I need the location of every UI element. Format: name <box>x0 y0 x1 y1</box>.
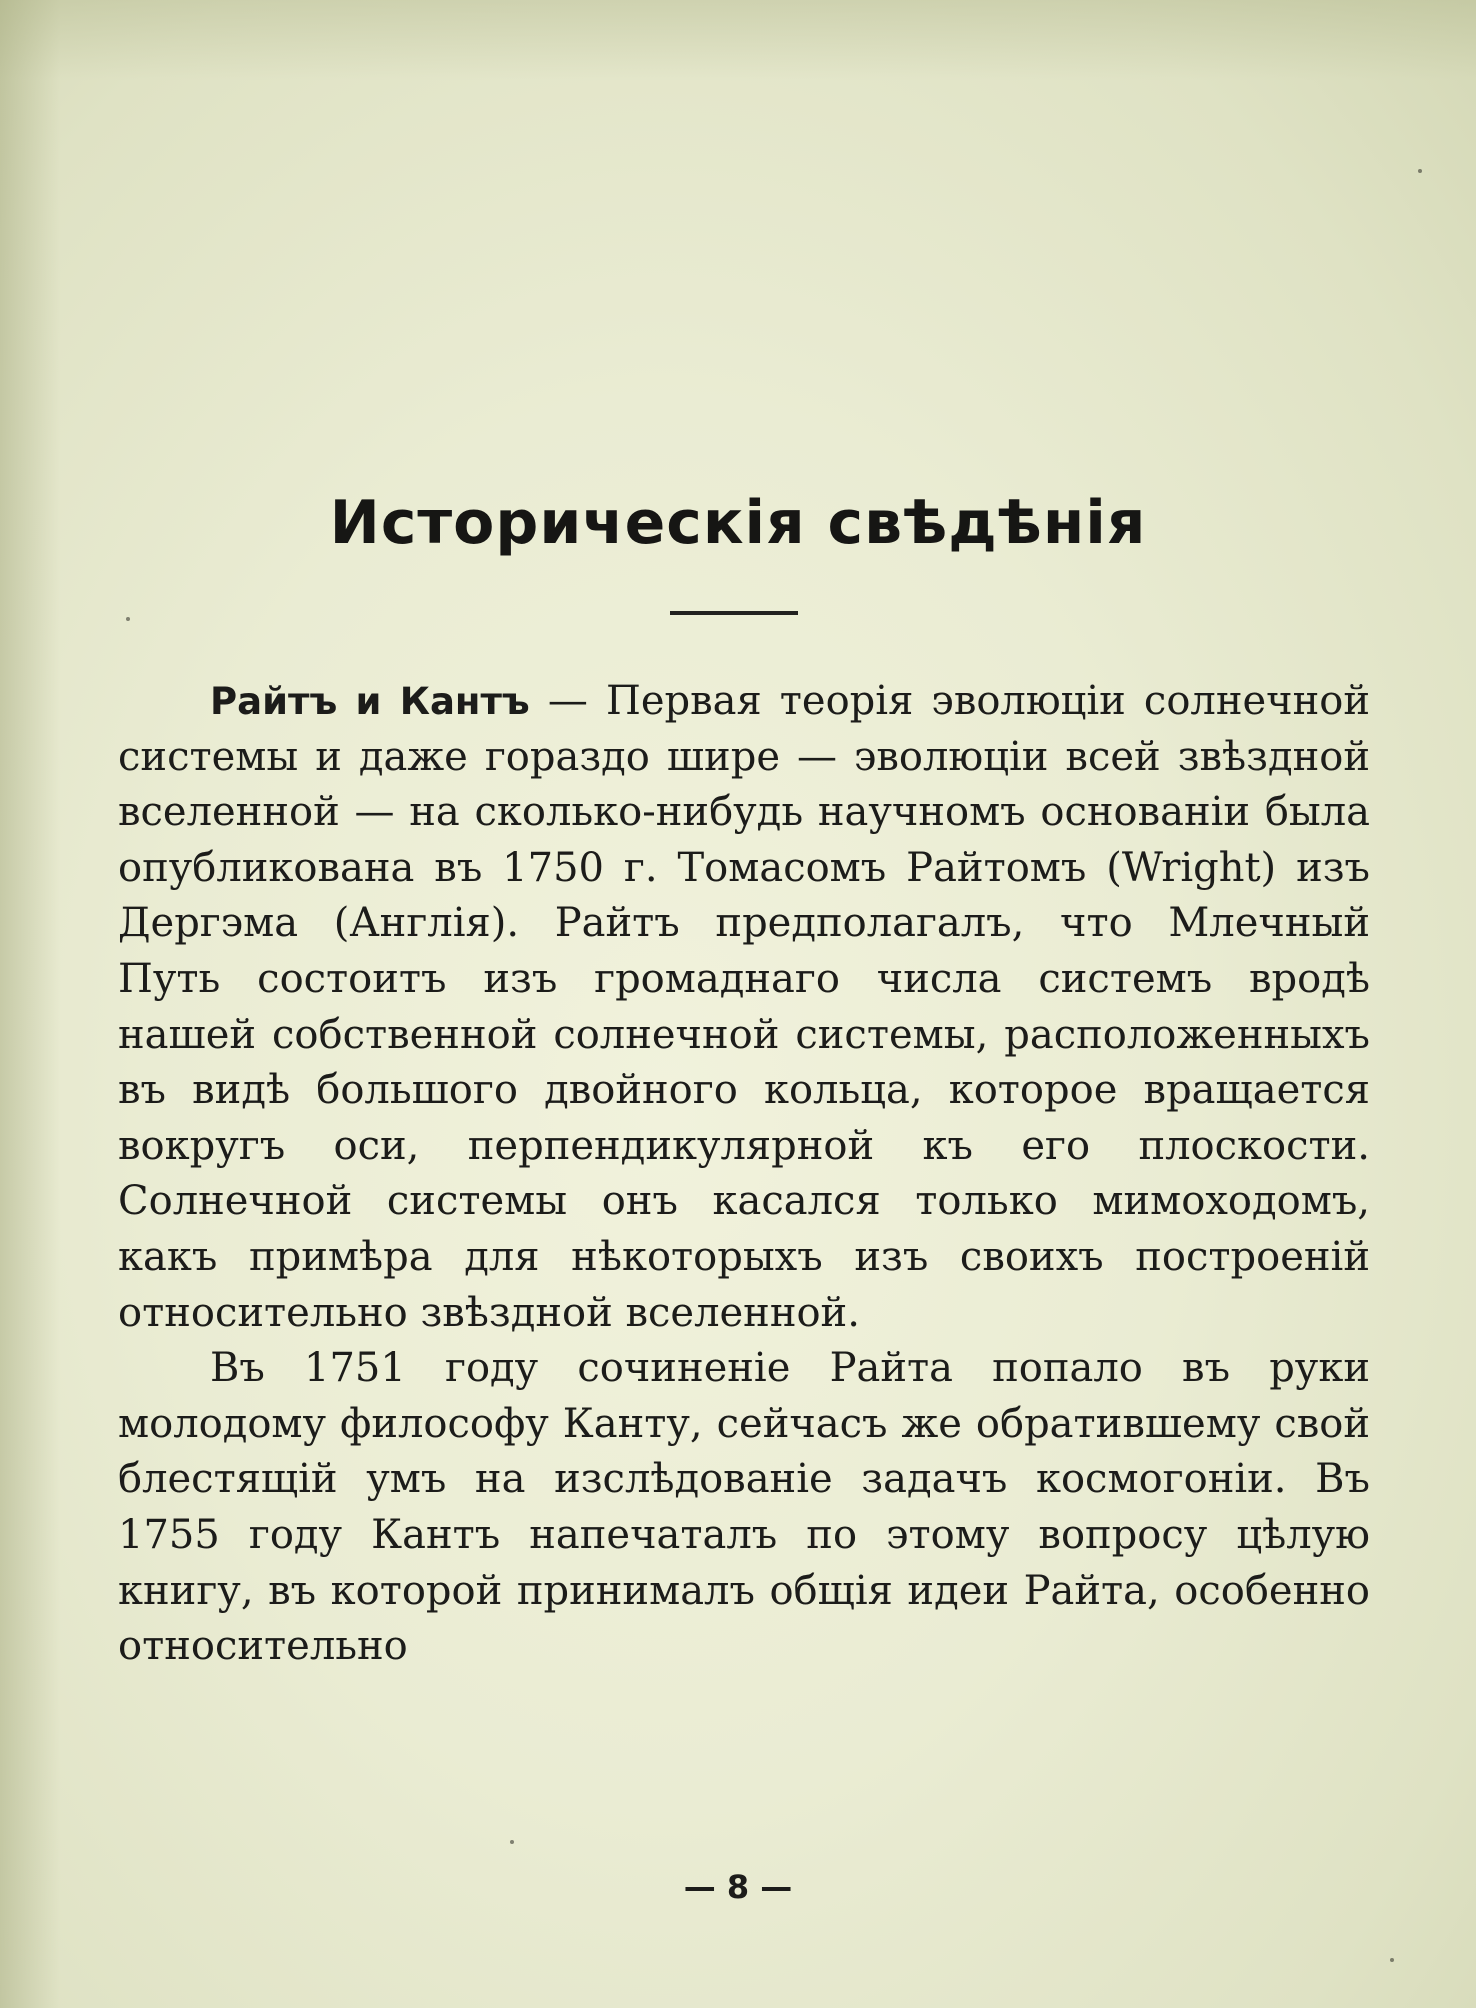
paragraph-1 <box>118 674 1370 1341</box>
page-shadow-left <box>0 0 60 2008</box>
paper-speck <box>126 617 130 621</box>
paragraph-2 <box>118 1341 1370 1675</box>
page-number: — 8 — <box>683 1868 793 1906</box>
page-shadow-top <box>0 0 1476 80</box>
paper-speck <box>1390 1958 1394 1962</box>
heading-divider <box>670 611 798 615</box>
paragraph-1-text: — Первая теорія эволюціи солнечной системы и даже гораздо шире — эволюціи всей звѣздной вселенной — на сколько-нибудь научномъ основаніи была опубликована въ 1750 г. Томасомъ Райтомъ (Wright) изъ Дергэма (Англія). Райтъ предполагалъ, что Млечный Путь состоитъ изъ громаднаго числа системъ вродѣ нашей собственной солнечной системы, расположенныхъ въ видѣ большого двойного кольца, которое вращается вокругъ оси, перпендикулярной къ его плоскости. Солнечной системы онъ касался только мимоходомъ, какъ примѣра для нѣкоторыхъ изъ своихъ построеній относительно звѣздной вселенной. <box>118 678 1370 1336</box>
paper-speck <box>510 1840 514 1844</box>
paper-speck <box>1418 169 1422 173</box>
paragraph-2-text: Въ 1751 году сочиненіе Райта попало въ руки молодому философу Канту, сейчасъ же обратившему свой блестящій умъ на изслѣдованіе задачъ космогоніи. Въ 1755 году Кантъ напечаталъ по этому вопросу цѣлую книгу, въ которой принималъ общія идеи Райта, особенно относительно <box>118 1345 1370 1670</box>
chapter-heading: Историческія свѣдѣнія <box>329 488 1147 558</box>
paragraph-1-run-in-heading: Райтъ и Кантъ <box>210 680 530 723</box>
body-text <box>118 674 1370 1675</box>
